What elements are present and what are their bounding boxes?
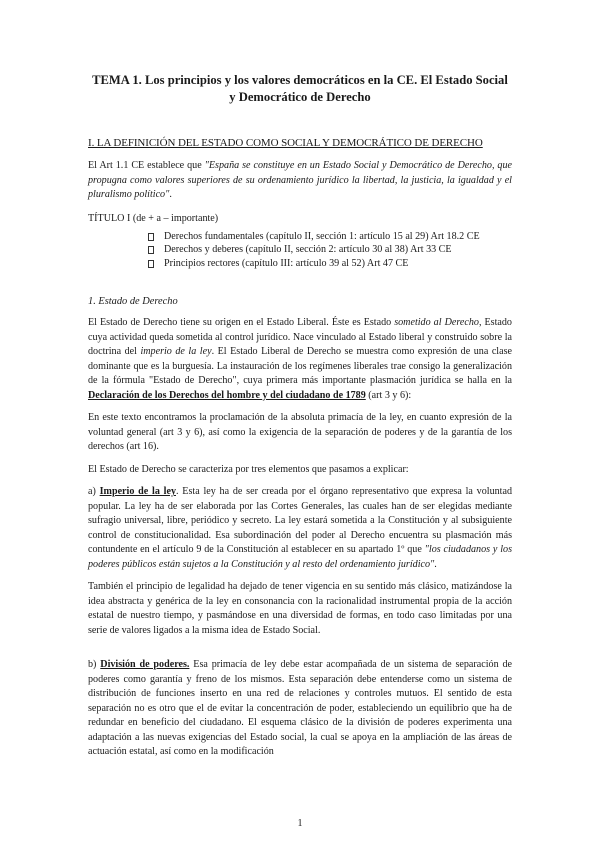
text-span: Esa primacía de ley debe estar acompañada de un sistema de separación de poderes como garantía y freno de los mismos. Esta separación debe entenderse como un sistema de distribución de funciones inserto en una red de relaciones y controles mutuos. El sentido de esta separación no es otro que el de evitar la concentración de poder, estableciendo un equilibrio que ha de redundar en beneficio del ciudadano. El esquema clásico de la división de poderes experimenta una adaptación a las nuevas exigencias del Estado social, la cual se apoya en la ampliación de las áreas de actuación estatal, así como en la modificación: [88, 659, 512, 758]
rights-list: [88, 230, 512, 270]
paragraph-art-1-1: [88, 159, 512, 203]
bullet-box-icon: [148, 246, 154, 254]
text-span: (art 3 y 6):: [365, 389, 412, 401]
text-span: . Esta ley ha de ser creada por el órgano representativo que expresa la voluntad popular. La ley ha de ser elaborada por las Cortes Generales, las cuales han de ser elegidas mediante sufragio universal, libre, periódico y secreto. La ley estará sometida a la Constitución y al subsiguiente control de constitucionalidad. Esa subordinación del poder al Derecho encuentra su plasmación más contundente en el artículo 9 de la Constitución al establecer en su apartado 1º que: [88, 486, 512, 556]
text-span: .: [169, 189, 172, 200]
list-item-text: Principios rectores (capítulo III: artículo 39 al 52) Art 47 CE: [164, 257, 409, 269]
term-imperio-de-la-ley: Imperio de la ley: [99, 486, 176, 498]
text-span: .: [434, 558, 437, 570]
paragraph-origen: [88, 316, 512, 403]
section-heading: I. LA DEFINICIÓN DEL ESTADO COMO SOCIAL Y DEMOCRÁTICO DE DERECHO: [88, 137, 483, 149]
constitution-quote: "España se constituye en un Estado Social y Democrático de Derecho, que propugna como valores superiores de su ordenamiento jurídico la libertad, la justicia, la igualdad y el pluralismo político": [88, 160, 512, 200]
paragraph-division-poderes: [88, 658, 512, 760]
paragraph-imperio-ley: [88, 485, 512, 572]
emphasis: imperio de la ley: [140, 346, 212, 358]
text-span: a): [88, 486, 100, 498]
term-division-de-poderes: División de poderes.: [100, 659, 190, 671]
list-item-text: Derechos y deberes (capítulo II, sección 2: artículo 30 al 38) Art 33 CE: [164, 244, 452, 256]
subheading-estado-de-derecho: 1. Estado de Derecho: [88, 296, 178, 308]
emphasis: sometido al Derecho: [394, 317, 479, 329]
list-item: [148, 243, 512, 256]
document-title: [88, 72, 512, 106]
bullet-box-icon: [148, 233, 154, 241]
titulo-line: TÍTULO I (de + a – importante): [88, 212, 219, 224]
declaration-title: Declaración de los Derechos del hombre y del ciudadano de 1789: [88, 389, 366, 401]
text-span: El Estado de Derecho tiene su origen en el Estado Liberal. Éste es Estado: [88, 317, 395, 329]
list-item: [148, 257, 512, 270]
title-line-2: y Democrático de Derecho: [229, 90, 371, 104]
text-span: , Estado cuya actividad queda sometida al control jurídico. Nace vinculado al Estado liberal y construido sobre la doctrina del: [88, 317, 512, 358]
paragraph-primacia: En este texto encontramos la proclamación de la absoluta primacía de la ley, en cuanto expresión de la voluntad general (art 3 y 6), así como la exigencia de la separación de poderes y de la garantía de los derechos (art 16).: [88, 412, 512, 453]
paragraph-legalidad: También el principio de legalidad ha dejado de tener vigencia en su sentido más clásico, matizándose la idea abstracta y genérica de la ley en consonancia con la racionalidad instrumental propia de la acción estatal de nuestro tiempo, y pasmándose en una diversidad de formas, en todo caso limitadas por una serie de valores ligados a la misma idea de Estado Social.: [88, 581, 512, 636]
title-line-1: TEMA 1. Los principios y los valores democráticos en la CE. El Estado Social: [92, 73, 508, 87]
text-span: . El Estado Liberal de Derecho se muestra como expresión de una clase dominante que es la burguesía. La instauración de los regímenes liberales trae consigo la generalización de la fórmula "Estado de Derecho", cuya primera más importante plasmación jurídica se halla en la: [88, 346, 512, 387]
bullet-box-icon: [148, 260, 154, 268]
text-span: b): [88, 659, 101, 671]
list-item-text: Derechos fundamentales (capítulo II, sección 1: artículo 15 al 29) Art 18.2 CE: [164, 231, 480, 242]
list-item: [148, 230, 512, 243]
article-9-quote: "los ciudadanos y los poderes públicos están sujetos a la Constitución y al resto del ordenamiento jurídico": [88, 544, 512, 570]
text-span: El Art 1.1 CE establece que: [88, 160, 205, 171]
paragraph-elementos: El Estado de Derecho se caracteriza por tres elementos que pasamos a explicar:: [88, 463, 409, 475]
page-number: 1: [297, 818, 303, 829]
